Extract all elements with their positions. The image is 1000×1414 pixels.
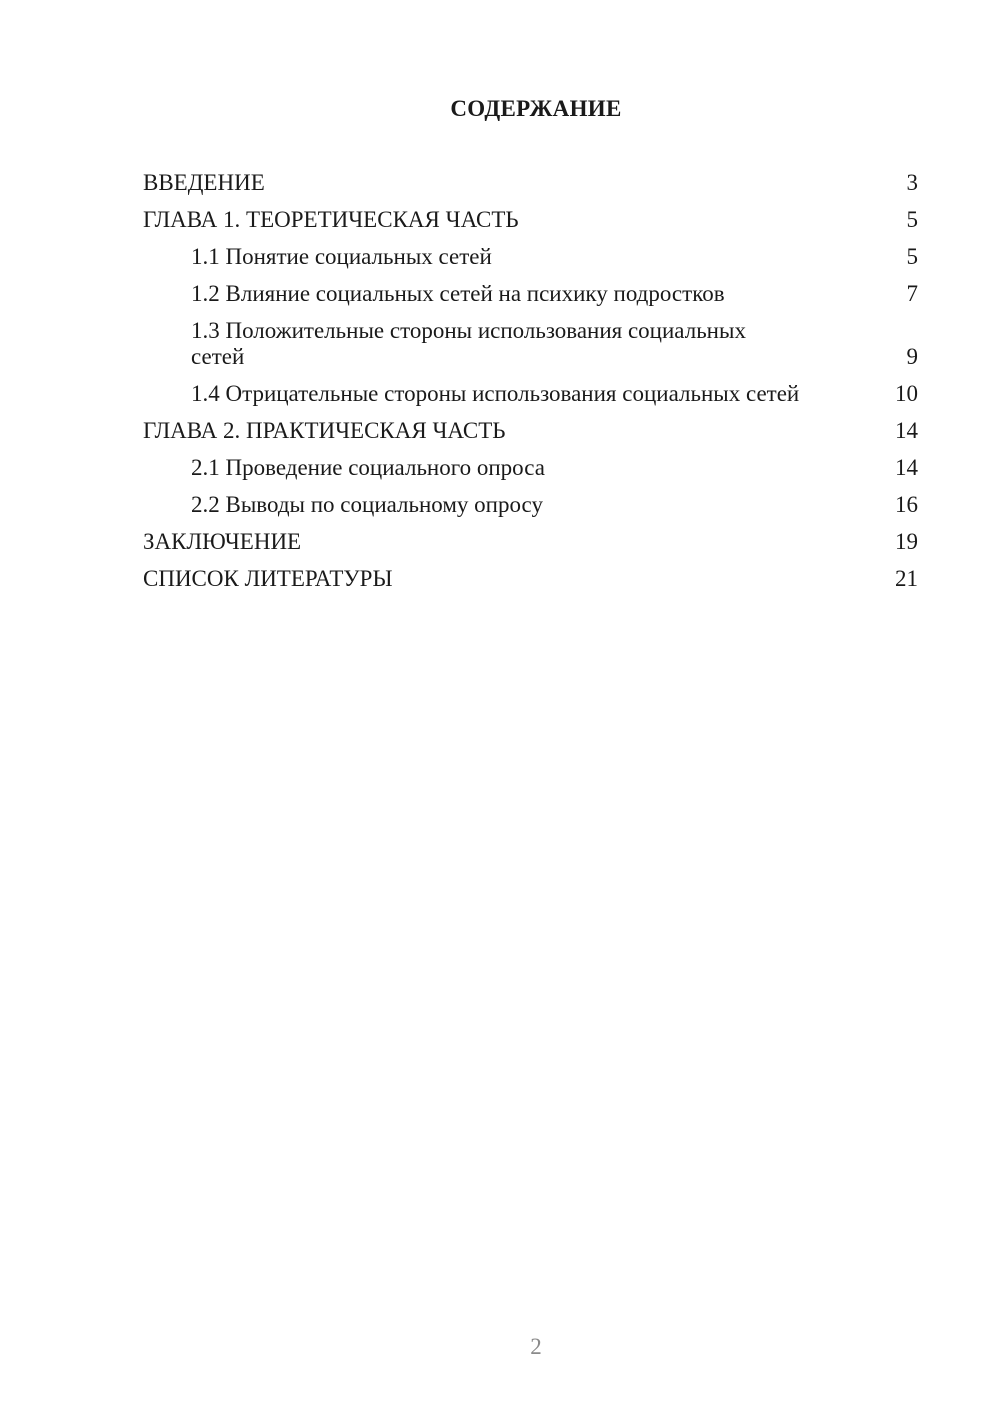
toc-entry xyxy=(143,281,918,307)
toc-entry xyxy=(143,455,918,481)
toc-entry-label: СПИСОК ЛИТЕРАТУРЫ xyxy=(143,566,393,591)
toc-entry xyxy=(143,381,918,407)
toc-entry xyxy=(143,244,918,270)
toc-entry-page: 14 xyxy=(895,418,918,443)
toc-entry-page: 5 xyxy=(906,207,918,232)
toc-entry-page: 7 xyxy=(906,281,918,306)
toc-entry xyxy=(143,418,918,444)
toc-entry-label: 2.2 Выводы по социальному опросу xyxy=(191,492,543,517)
toc-entry-label: 1.1 Понятие социальных сетей xyxy=(191,244,492,269)
toc-entry-page: 3 xyxy=(906,170,918,195)
toc-entry-label: 1.3 Положительные стороны использования социальных сетей xyxy=(191,318,746,369)
toc-entry-page: 9 xyxy=(906,344,918,369)
toc-entry-label: ГЛАВА 2. ПРАКТИЧЕСКАЯ ЧАСТЬ xyxy=(143,418,506,443)
toc-entry xyxy=(143,170,918,196)
toc-entry-label: ВВЕДЕНИЕ xyxy=(143,170,265,195)
toc-entry-page: 21 xyxy=(895,566,918,591)
toc-entry-page: 14 xyxy=(895,455,918,480)
toc-entry xyxy=(143,566,918,592)
toc-title: СОДЕРЖАНИЕ xyxy=(450,96,622,121)
toc-entry-page: 10 xyxy=(895,381,918,406)
page-number: 2 xyxy=(530,1334,542,1359)
toc-entry-page: 16 xyxy=(895,492,918,517)
toc-entry-label: ГЛАВА 1. ТЕОРЕТИЧЕСКАЯ ЧАСТЬ xyxy=(143,207,519,232)
toc-entry-label: ЗАКЛЮЧЕНИЕ xyxy=(143,529,302,554)
toc-entry-page: 5 xyxy=(906,244,918,269)
toc-entry-label: 1.2 Влияние социальных сетей на психику подростков xyxy=(191,281,725,306)
toc-entry-page: 19 xyxy=(895,529,918,554)
toc-entry-label: 2.1 Проведение социального опроса xyxy=(191,455,545,480)
toc-entry xyxy=(143,492,918,518)
toc-list xyxy=(143,170,918,603)
toc-entry xyxy=(143,207,918,233)
toc-entry xyxy=(143,529,918,555)
toc-entry xyxy=(143,318,918,370)
toc-entry-label: 1.4 Отрицательные стороны использования социальных сетей xyxy=(191,381,800,406)
